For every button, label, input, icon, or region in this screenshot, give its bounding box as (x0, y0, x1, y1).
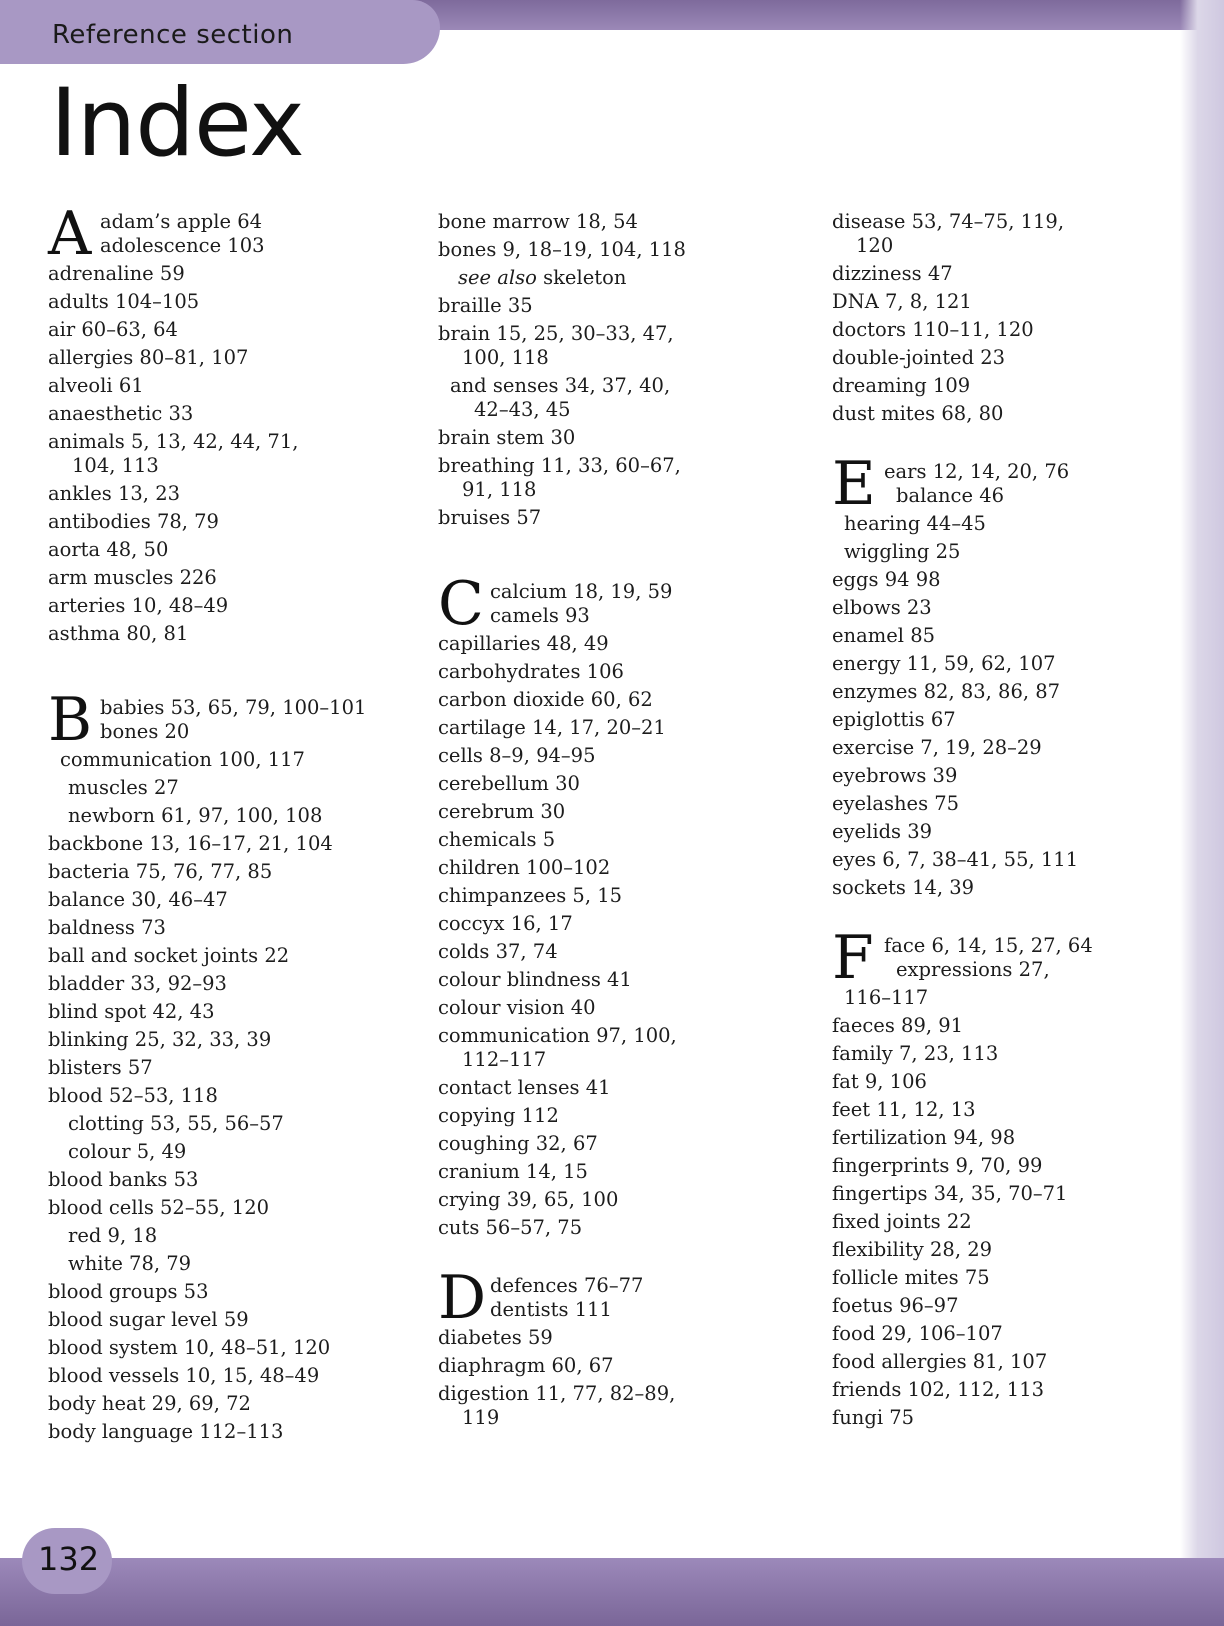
index-entry: children 100–102 (438, 856, 611, 879)
entry-continuation: 91, 118 (462, 478, 537, 501)
index-subentry: newborn 61, 97, 100, 108 (68, 804, 323, 827)
index-entry: faeces 89, 91 (832, 1014, 964, 1037)
entry-continuation: 120 (856, 234, 894, 257)
index-entry (438, 454, 798, 502)
index-entry: double-jointed 23 (832, 346, 1006, 369)
index-entry: coughing 32, 67 (438, 1132, 598, 1155)
index-entry: capillaries 48, 49 (438, 632, 609, 655)
index-entry: enzymes 82, 83, 86, 87 (832, 680, 1061, 703)
index-entry: friends 102, 112, 113 (832, 1378, 1045, 1401)
index-entry: cerebrum 30 (438, 800, 566, 823)
index-entry: feet 11, 12, 13 (832, 1098, 976, 1121)
index-entry: adolescence 103 (100, 234, 265, 257)
letter-section-d (438, 1263, 798, 1333)
index-entry: arteries 10, 48–49 (48, 594, 229, 617)
entry-text: communication 97, 100, (438, 1024, 677, 1047)
index-entry: blisters 57 (48, 1056, 153, 1079)
see-also-label: see also (458, 266, 537, 289)
index-entry: cerebellum 30 (438, 772, 580, 795)
index-entry: dizziness 47 (832, 262, 953, 285)
index-subentry: sockets 14, 39 (832, 876, 975, 899)
index-entry: food allergies 81, 107 (832, 1350, 1048, 1373)
drop-cap-letter: F (832, 923, 874, 993)
index-entry: dust mites 68, 80 (832, 402, 1004, 425)
index-entry: blood banks 53 (48, 1168, 199, 1191)
entry-continuation: 42–43, 45 (474, 398, 571, 421)
index-entry: balance 46 (896, 484, 1005, 507)
index-entry (48, 430, 408, 478)
index-entry: fungi 75 (832, 1406, 915, 1429)
index-entry: blood cells 52–55, 120 (48, 1196, 270, 1219)
see-also-reference (438, 266, 798, 290)
index-column-3 (832, 210, 1192, 1434)
index-entry: fat 9, 106 (832, 1070, 927, 1093)
index-entry: body heat 29, 69, 72 (48, 1392, 251, 1415)
index-entry: allergies 80–81, 107 (48, 346, 249, 369)
index-entry: bladder 33, 92–93 (48, 972, 227, 995)
index-entry (832, 210, 1192, 258)
index-entry: fixed joints 22 (832, 1210, 972, 1233)
letter-section-b (48, 685, 408, 755)
index-entry: cranium 14, 15 (438, 1160, 588, 1183)
index-subentry: hearing 44–45 (844, 512, 986, 535)
entry-text: breathing 11, 33, 60–67, (438, 454, 681, 477)
entry-text: disease 53, 74–75, 119, (832, 210, 1065, 233)
index-entry: fertilization 94, 98 (832, 1126, 1016, 1149)
index-entry: air 60–63, 64 (48, 318, 178, 341)
index-entry: dreaming 109 (832, 374, 971, 397)
index-entry: energy 11, 59, 62, 107 (832, 652, 1056, 675)
index-entry: coccyx 16, 17 (438, 912, 573, 935)
index-entry: colour vision 40 (438, 996, 596, 1019)
index-entry: cells 8–9, 94–95 (438, 744, 596, 767)
drop-cap-letter: A (48, 199, 92, 269)
index-entry: backbone 13, 16–17, 21, 104 (48, 832, 333, 855)
index-column-1 (48, 199, 408, 1448)
index-entry: expressions 27, (896, 958, 1050, 981)
index-entry: brain stem 30 (438, 426, 576, 449)
index-entry: carbohydrates 106 (438, 660, 624, 683)
index-entry: fingertips 34, 35, 70–71 (832, 1182, 1068, 1205)
letter-section-a (48, 199, 408, 269)
index-entry: ears 12, 14, 20, 76 (884, 460, 1070, 483)
index-entry: bones 9, 18–19, 104, 118 (438, 238, 686, 261)
entry-continuation: 100, 118 (462, 346, 549, 369)
index-entry: defences 76–77 (490, 1274, 644, 1297)
index-entry: blood groups 53 (48, 1280, 209, 1303)
index-entry: alveoli 61 (48, 374, 144, 397)
index-entry: calcium 18, 19, 59 (490, 580, 673, 603)
index-entry: blood 52–53, 118 (48, 1084, 218, 1107)
index-entry: aorta 48, 50 (48, 538, 169, 561)
index-entry: bone marrow 18, 54 (438, 210, 638, 233)
index-entry: follicle mites 75 (832, 1266, 990, 1289)
index-entry: ankles 13, 23 (48, 482, 181, 505)
drop-cap-letter: E (832, 449, 876, 519)
index-entry: chimpanzees 5, 15 (438, 884, 623, 907)
drop-cap-letter: D (438, 1263, 487, 1333)
index-entry: arm muscles 226 (48, 566, 217, 589)
index-entry: asthma 80, 81 (48, 622, 189, 645)
entry-continuation: 116–117 (844, 986, 929, 1009)
index-entry: adrenaline 59 (48, 262, 185, 285)
index-entry: adam’s apple 64 (100, 210, 263, 233)
entry-text: animals 5, 13, 42, 44, 71, (48, 430, 299, 453)
index-entry: fingerprints 9, 70, 99 (832, 1154, 1043, 1177)
drop-cap-letter: C (438, 569, 484, 639)
index-entry: family 7, 23, 113 (832, 1042, 999, 1065)
index-subentry: clotting 53, 55, 56–57 (68, 1112, 284, 1135)
letter-section-c (438, 569, 798, 639)
index-entry: doctors 110–11, 120 (832, 318, 1034, 341)
index-subentry: red 9, 18 (68, 1224, 158, 1247)
index-entry: face 6, 14, 15, 27, 64 (884, 934, 1093, 957)
see-also-target: skeleton (536, 266, 627, 289)
index-entry: eggs 94 98 (832, 568, 941, 591)
index-entry: chemicals 5 (438, 828, 556, 851)
index-entry: contact lenses 41 (438, 1076, 611, 1099)
index-entry: babies 53, 65, 79, 100–101 (100, 696, 367, 719)
index-entry (438, 1024, 798, 1072)
index-entry (438, 322, 798, 370)
index-entry: diabetes 59 (438, 1326, 553, 1349)
index-entry: blinking 25, 32, 33, 39 (48, 1028, 272, 1051)
index-entry: dentists 111 (490, 1298, 612, 1321)
index-entry: carbon dioxide 60, 62 (438, 688, 653, 711)
letter-section-e (832, 449, 1192, 519)
index-entry: bones 20 (100, 720, 190, 743)
index-entry: baldness 73 (48, 916, 166, 939)
letter-section-f (832, 923, 1192, 993)
index-entry: eyelids 39 (832, 820, 933, 843)
index-entry: adults 104–105 (48, 290, 200, 313)
index-entry: colds 37, 74 (438, 940, 558, 963)
index-entry: epiglottis 67 (832, 708, 956, 731)
section-label: Reference section (52, 20, 294, 50)
index-subentry: communication 100, 117 (60, 748, 305, 771)
index-entry: copying 112 (438, 1104, 559, 1127)
entry-continuation: 119 (462, 1406, 500, 1429)
index-entry: blood vessels 10, 15, 48–49 (48, 1364, 320, 1387)
index-entry: anaesthetic 33 (48, 402, 194, 425)
page-number: 132 (38, 1540, 100, 1578)
index-entry: antibodies 78, 79 (48, 510, 219, 533)
index-entry: eyes 6, 7, 38–41, 55, 111 (832, 848, 1079, 871)
drop-cap-letter: B (48, 685, 93, 755)
index-entry: enamel 85 (832, 624, 936, 647)
index-entry: balance 30, 46–47 (48, 888, 228, 911)
index-entry: elbows 23 (832, 596, 932, 619)
entry-text: digestion 11, 77, 82–89, (438, 1382, 676, 1405)
index-entry: blood system 10, 48–51, 120 (48, 1336, 331, 1359)
index-entry: diaphragm 60, 67 (438, 1354, 614, 1377)
page-title: Index (50, 69, 304, 178)
entry-text: brain 15, 25, 30–33, 47, (438, 322, 674, 345)
index-entry: body language 112–113 (48, 1420, 284, 1443)
index-entry: DNA 7, 8, 121 (832, 290, 972, 313)
index-entry: cartilage 14, 17, 20–21 (438, 716, 666, 739)
index-entry (438, 1382, 798, 1430)
entry-text: and senses 34, 37, 40, (450, 374, 671, 397)
index-entry: ball and socket joints 22 (48, 944, 290, 967)
index-subentry (438, 374, 798, 422)
index-subentry: wiggling 25 (844, 540, 961, 563)
index-entry: blind spot 42, 43 (48, 1000, 215, 1023)
index-entry: bacteria 75, 76, 77, 85 (48, 860, 273, 883)
index-entry: bruises 57 (438, 506, 542, 529)
index-entry: crying 39, 65, 100 (438, 1188, 619, 1211)
index-entry: blood sugar level 59 (48, 1308, 249, 1331)
index-entry: colour blindness 41 (438, 968, 632, 991)
index-entry: exercise 7, 19, 28–29 (832, 736, 1042, 759)
index-entry: food 29, 106–107 (832, 1322, 1003, 1345)
index-subentry: colour 5, 49 (68, 1140, 187, 1163)
index-entry: braille 35 (438, 294, 533, 317)
index-subentry: white 78, 79 (68, 1252, 192, 1275)
index-subentry: muscles 27 (68, 776, 179, 799)
entry-continuation: 112–117 (462, 1048, 547, 1071)
index-entry: cuts 56–57, 75 (438, 1216, 583, 1239)
index-entry: camels 93 (490, 604, 590, 627)
entry-continuation: 104, 113 (72, 454, 159, 477)
index-entry: eyebrows 39 (832, 764, 958, 787)
index-column-2 (438, 210, 798, 1434)
index-entry: foetus 96–97 (832, 1294, 959, 1317)
index-entry: flexibility 28, 29 (832, 1238, 993, 1261)
index-entry: eyelashes 75 (832, 792, 960, 815)
footer-band (0, 1558, 1224, 1626)
